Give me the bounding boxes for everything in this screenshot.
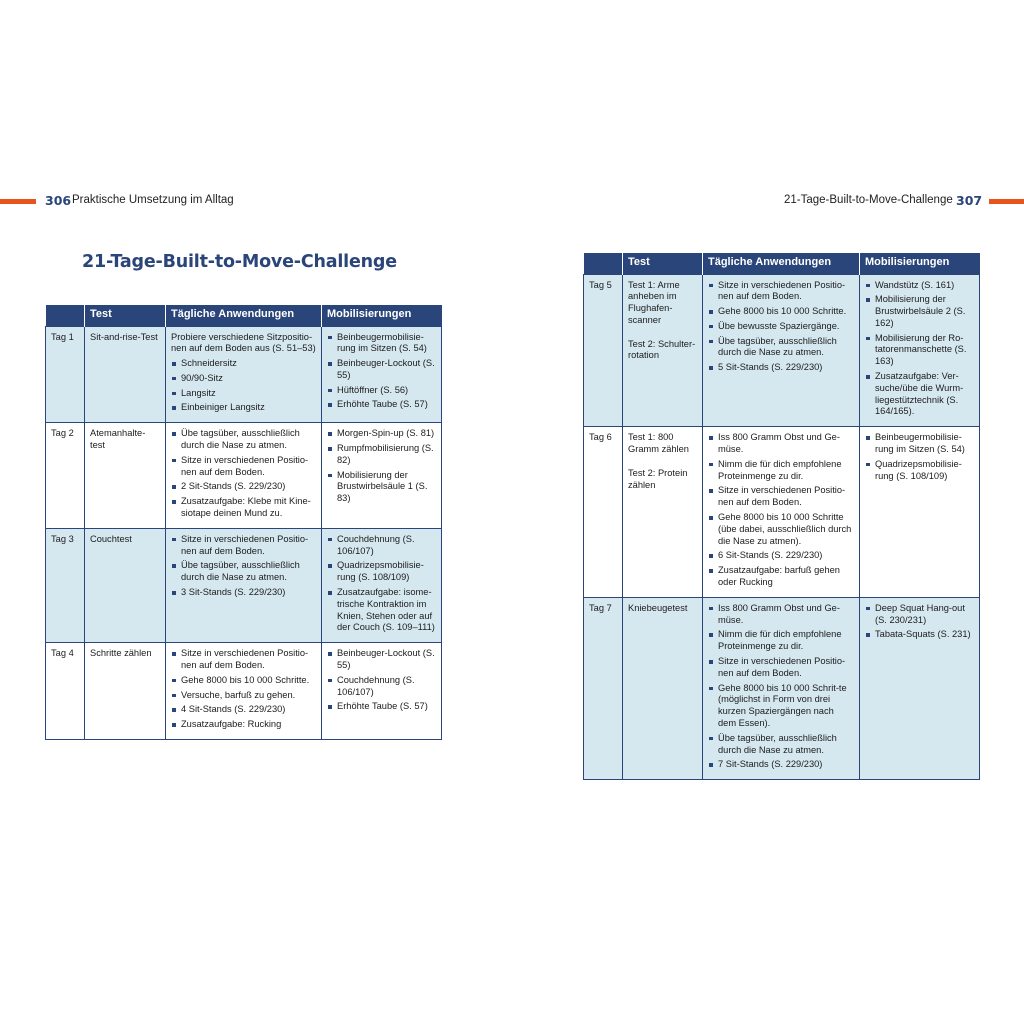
header-test: Test [623,253,703,274]
daily-item: 7 Sit-Stands (S. 229/230) [708,759,854,771]
table-row [46,643,442,740]
test-cell [85,643,166,740]
daily-item: Sitze in verschiedenen Positio-nen auf dem Boden. [171,648,316,672]
mob-cell [322,528,442,642]
daily-item: Iss 800 Gramm Obst und Ge-müse. [708,603,854,627]
daily-cell [166,423,322,529]
table-row [46,528,442,642]
test-cell [85,528,166,642]
daily-item: Sitze in verschiedenen Positio-nen auf dem Boden. [171,534,316,558]
daily-item: Gehe 8000 bis 10 000 Schritte. [708,306,854,318]
test-text: Atemanhalte-test [90,428,146,451]
mob-item: Hüftöffner (S. 56) [327,385,436,397]
daily-item: Übe tagsüber, ausschließlich durch die Nase zu atmen. [171,428,316,452]
daily-item: Sitze in verschiedenen Positio-nen auf dem Boden. [708,656,854,680]
header-daily: Tägliche Anwendungen [703,253,860,274]
test-cell [85,423,166,529]
daily-item: 6 Sit-Stands (S. 229/230) [708,550,854,562]
right-page-title: 21-Tage-Built-to-Move-Challenge [784,194,953,206]
table-header-row [46,305,442,326]
daily-cell [703,274,860,427]
mob-cell [322,423,442,529]
header-mob: Mobilisierungen [322,305,442,326]
daily-item: 4 Sit-Stands (S. 229/230) [171,704,316,716]
mob-cell [860,427,980,598]
daily-cell [703,597,860,779]
left-header-rule [0,199,36,204]
daily-item: Zusatzaufgabe: barfuß gehen oder Rucking [708,565,854,589]
daily-cell [166,528,322,642]
day-cell [46,643,85,740]
day-cell [46,326,85,423]
day-label: Tag 3 [51,533,74,544]
table-row [584,427,980,598]
mob-cell [860,274,980,427]
right-header-rule [989,199,1024,204]
header-day [46,305,85,326]
mob-item: Rumpfmobilisierung (S. 82) [327,443,436,467]
day-label: Tag 7 [589,602,612,613]
test-text: Kniebeugetest [628,602,688,613]
mob-item: Tabata-Squats (S. 231) [865,629,974,641]
mob-item: Quadrizepsmobilisie-rung (S. 108/109) [865,459,974,483]
test-cell [85,326,166,423]
test-text: Couchtest [90,533,132,544]
table-header-row [584,253,980,274]
daily-item: Sitze in verschiedenen Positio-nen auf dem Boden. [708,485,854,509]
daily-item: Nimm die für dich empfohlene Proteinmenge zu dir. [708,629,854,653]
table-row [46,326,442,423]
day-label: Tag 5 [589,279,612,290]
mob-item: Morgen-Spin-up (S. 81) [327,428,436,440]
right-page-number: 307 [956,193,983,208]
daily-cell [166,643,322,740]
daily-item: 2 Sit-Stands (S. 229/230) [171,481,316,493]
day-cell [584,427,623,598]
table-row [46,423,442,529]
mob-item: Beinbeugermobilisie-rung im Sitzen (S. 54) [327,332,436,356]
daily-item: 5 Sit-Stands (S. 229/230) [708,362,854,374]
test-cell [623,597,703,779]
mob-item: Beinbeuger-Lockout (S. 55) [327,358,436,382]
daily-item: 3 Sit-Stands (S. 229/230) [171,587,316,599]
daily-item: Gehe 8000 bis 10 000 Schrit-te (möglichst in Form von drei kurzen Spaziergängen nach dem Essen). [708,683,854,730]
mob-item: Couchdehnung (S. 106/107) [327,534,436,558]
day-label: Tag 2 [51,428,74,439]
page-heading: 21-Tage-Built-to-Move-Challenge [82,252,397,272]
daily-item: Übe tagsüber, ausschließlich durch die Nase zu atmen. [708,733,854,757]
daily-cell [703,427,860,598]
header-mob: Mobilisierungen [860,253,980,274]
daily-item: Gehe 8000 bis 10 000 Schritte. [171,675,316,687]
mob-cell [322,326,442,423]
daily-intro: Probiere verschiedene Sitzpositio-nen auf dem Boden aus (S. 51–53) [171,331,316,354]
daily-cell [166,326,322,423]
mob-item: Erhöhte Taube (S. 57) [327,701,436,713]
header-test: Test [85,305,166,326]
test-text: Test 2: Protein zählen [628,467,688,490]
daily-item: Übe bewusste Spaziergänge. [708,321,854,333]
daily-item: Iss 800 Gramm Obst und Ge-müse. [708,432,854,456]
daily-item: Zusatzaufgabe: Klebe mit Kine-siotape deinen Mund zu. [171,496,316,520]
daily-item: Sitze in verschiedenen Positio-nen auf dem Boden. [708,280,854,304]
day-label: Tag 4 [51,648,74,659]
mob-item: Beinbeugermobilisie-rung im Sitzen (S. 54) [865,432,974,456]
test-text: Test 1: Arme anheben im Flughafen-scanner [628,279,680,325]
day-cell [584,597,623,779]
day-label: Tag 6 [589,432,612,443]
daily-item: Einbeiniger Langsitz [171,402,316,414]
daily-item: Gehe 8000 bis 10 000 Schritte (übe dabei, ausschließlich durch die Nase zu atmen). [708,512,854,547]
daily-item: Sitze in verschiedenen Positio-nen auf dem Boden. [171,455,316,479]
mob-cell [322,643,442,740]
day-cell [46,423,85,529]
mob-item: Zusatzaufgabe: Ver-suche/übe die Wurm-liegestütztechnik (S. 164/165). [865,371,974,418]
mob-item: Mobilisierung der Brustwirbelsäule 1 (S. 83) [327,470,436,505]
daily-item: Schneidersitz [171,358,316,370]
challenge-table-right [583,253,980,780]
day-cell [46,528,85,642]
header-day [584,253,623,274]
left-page-title: Praktische Umsetzung im Alltag [72,194,234,206]
test-text: Sit-and-rise-Test [90,331,158,342]
test-cell [623,274,703,427]
mob-cell [860,597,980,779]
challenge-table-left [45,305,442,740]
mob-item: Wandstütz (S. 161) [865,280,974,292]
daily-item: 90/90-Sitz [171,373,316,385]
daily-item: Übe tagsüber, ausschließlich durch die Nase zu atmen. [708,336,854,360]
test-cell [623,427,703,598]
test-text: Test 2: Schulter-rotation [628,338,696,361]
test-text: Test 1: 800 Gramm zählen [628,432,689,455]
mob-item: Couchdehnung (S. 106/107) [327,675,436,699]
mob-item: Mobilisierung der Brustwirbelsäule 2 (S. 162) [865,294,974,329]
day-label: Tag 1 [51,331,74,342]
table-row [584,597,980,779]
daily-item: Übe tagsüber, ausschließlich durch die Nase zu atmen. [171,560,316,584]
header-daily: Tägliche Anwendungen [166,305,322,326]
mob-item: Quadrizepsmobilisie-rung (S. 108/109) [327,560,436,584]
left-page-number: 306 [45,193,72,208]
mob-item: Mobilisierung der Ro-tatorenmanschette (S. 163) [865,333,974,368]
daily-item: Nimm die für dich empfohlene Proteinmenge zu dir. [708,459,854,483]
daily-item: Langsitz [171,388,316,400]
mob-item: Beinbeuger-Lockout (S. 55) [327,648,436,672]
day-cell [584,274,623,427]
daily-item: Versuche, barfuß zu gehen. [171,690,316,702]
mob-item: Deep Squat Hang-out (S. 230/231) [865,603,974,627]
mob-item: Erhöhte Taube (S. 57) [327,399,436,411]
daily-item: Zusatzaufgabe: Rucking [171,719,316,731]
mob-item: Zusatzaufgabe: isome-trische Kontraktion im Knien, Stehen oder auf der Couch (S. 109–111) [327,587,436,634]
test-text: Schritte zählen [90,648,152,659]
table-row [584,274,980,427]
